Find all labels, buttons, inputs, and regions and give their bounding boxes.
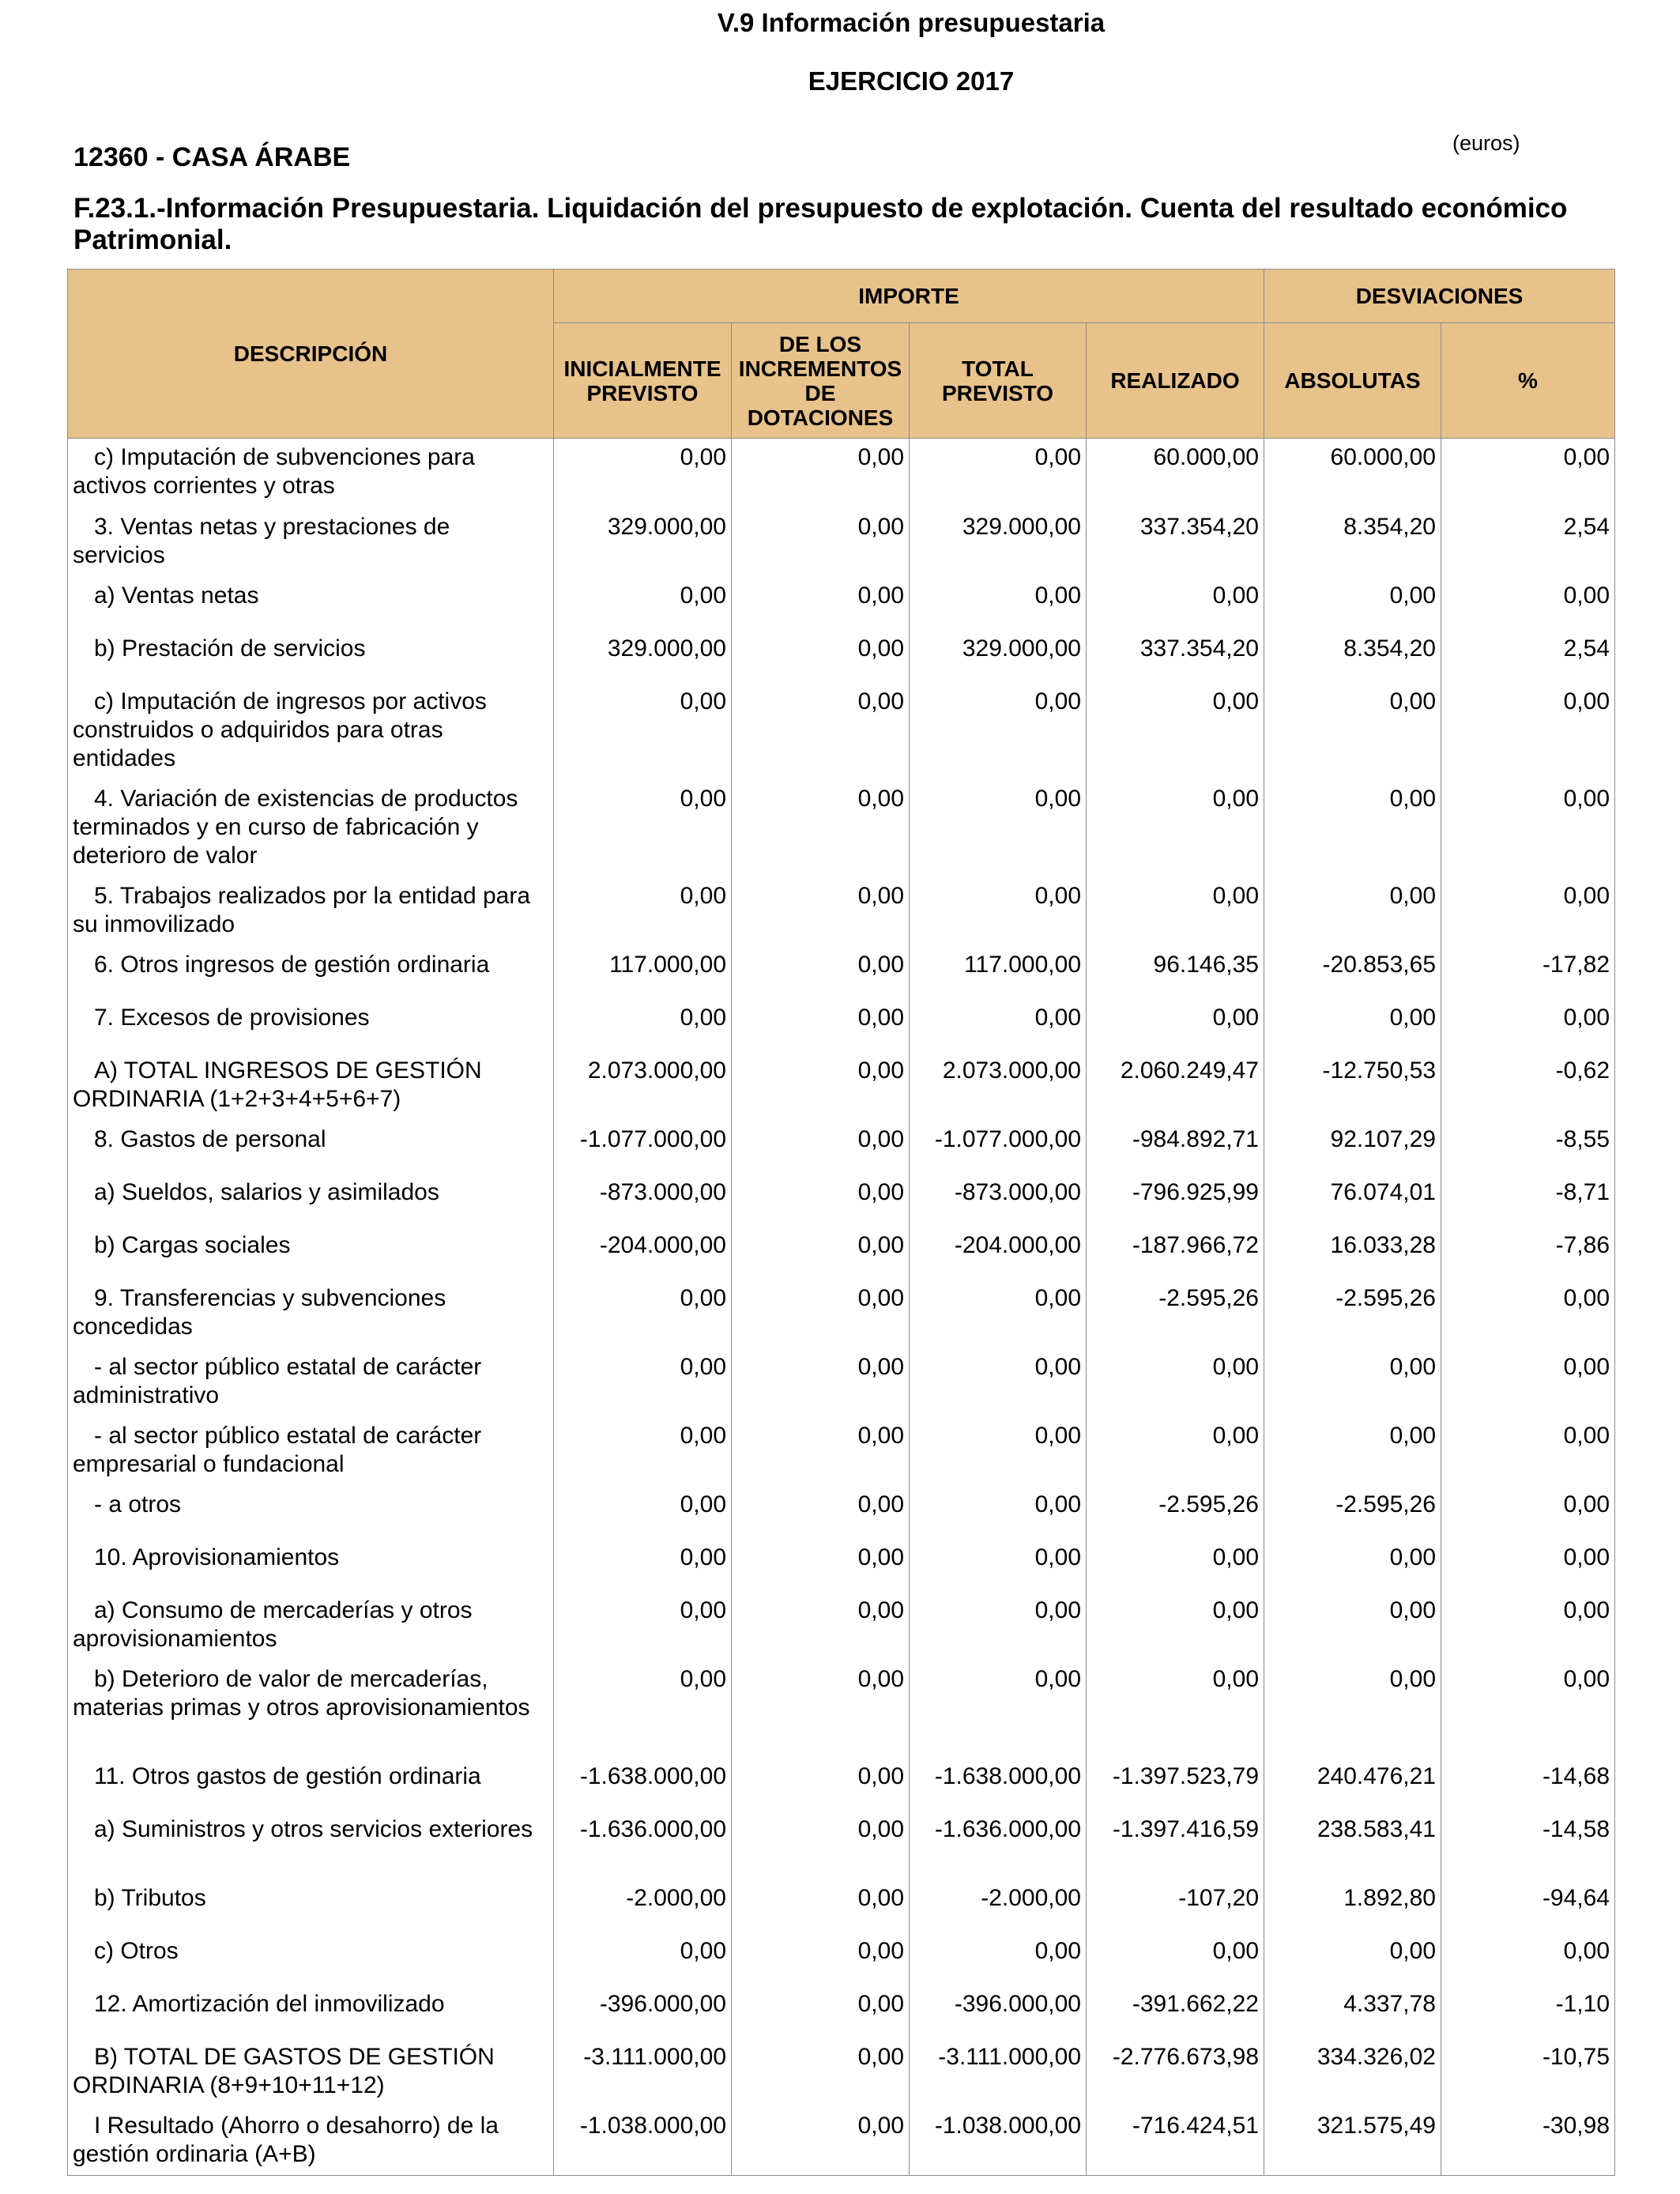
row-label: - al sector público estatal de carácter empresarial o fundacional [73, 1422, 482, 1477]
cell-pct: -14,68 [1441, 1758, 1615, 1811]
table-row [68, 2107, 1615, 2176]
row-label: a) Sueldos, salarios y asimilados [94, 1178, 439, 1205]
cell-absolutas: 240.476,21 [1264, 1758, 1441, 1811]
cell-incrementos: 0,00 [732, 780, 910, 877]
row-label: 5. Trabajos realizados por la entidad para su inmovilizado [73, 882, 531, 937]
cell-incrementos: 0,00 [732, 1417, 910, 1486]
cell-realizado: 0,00 [1087, 1661, 1264, 1758]
row-description [68, 1758, 554, 1811]
cell-pct: 0,00 [1441, 1932, 1615, 1985]
cell-absolutas: 8.354,20 [1264, 508, 1441, 577]
table-row [68, 1227, 1615, 1280]
row-description [68, 2038, 554, 2107]
row-label: a) Ventas netas [94, 582, 259, 609]
row-label: 9. Transferencias y subvenciones concedidas [73, 1284, 446, 1340]
cell-inicialmente-previsto: -1.636.000,00 [554, 1811, 732, 1879]
table-row [68, 946, 1615, 999]
cell-inicialmente-previsto: 0,00 [554, 877, 732, 946]
cell-inicialmente-previsto: -396.000,00 [554, 1985, 732, 2038]
cell-incrementos: 0,00 [732, 1539, 910, 1592]
row-description [68, 577, 554, 630]
row-description [68, 1661, 554, 1758]
fiscal-year: EJERCICIO 2017 [808, 66, 1015, 96]
cell-incrementos: 0,00 [732, 1811, 910, 1879]
cell-total-previsto: 0,00 [910, 1348, 1087, 1417]
table-row [68, 1985, 1615, 2038]
cell-total-previsto: 0,00 [910, 1486, 1087, 1539]
row-description [68, 1592, 554, 1661]
cell-pct: -17,82 [1441, 946, 1615, 999]
row-description [68, 1121, 554, 1174]
cell-realizado: 0,00 [1087, 999, 1264, 1052]
cell-total-previsto: 329.000,00 [910, 508, 1087, 577]
cell-realizado: -391.662,22 [1087, 1985, 1264, 2038]
row-label: b) Prestación de servicios [94, 635, 366, 662]
row-description [68, 1348, 554, 1417]
cell-incrementos: 0,00 [732, 1661, 910, 1758]
table-row [68, 1592, 1615, 1661]
header-absolutas: ABSOLUTAS [1264, 323, 1441, 439]
header-pct: % [1441, 323, 1615, 439]
row-label: b) Cargas sociales [94, 1231, 291, 1258]
cell-incrementos: 0,00 [732, 1052, 910, 1121]
cell-total-previsto: 0,00 [910, 1417, 1087, 1486]
cell-pct: 0,00 [1441, 780, 1615, 877]
row-label: 3. Ventas netas y prestaciones de servicios [73, 513, 450, 568]
cell-total-previsto: -1.038.000,00 [910, 2107, 1087, 2176]
cell-pct: -14,58 [1441, 1811, 1615, 1879]
row-description [68, 1174, 554, 1227]
cell-realizado: 0,00 [1087, 780, 1264, 877]
cell-realizado: -2.595,26 [1087, 1486, 1264, 1539]
cell-pct: -8,55 [1441, 1121, 1615, 1174]
cell-absolutas: -12.750,53 [1264, 1052, 1441, 1121]
cell-absolutas: 0,00 [1264, 683, 1441, 780]
row-description [68, 1227, 554, 1280]
cell-pct: 0,00 [1441, 577, 1615, 630]
cell-inicialmente-previsto: 117.000,00 [554, 946, 732, 999]
row-label: c) Imputación de subvenciones para activos corrientes y otras [73, 444, 475, 499]
cell-total-previsto: -2.000,00 [910, 1879, 1087, 1932]
cell-inicialmente-previsto: 329.000,00 [554, 508, 732, 577]
cell-total-previsto: -204.000,00 [910, 1227, 1087, 1280]
row-label: 10. Aprovisionamientos [94, 1544, 340, 1570]
cell-realizado: 0,00 [1087, 1417, 1264, 1486]
cell-realizado: -1.397.416,59 [1087, 1811, 1264, 1879]
header-inicialmente-previsto: INICIALMENTE PREVISTO [554, 323, 732, 439]
row-label: 7. Excesos de provisiones [94, 1004, 370, 1031]
table-row [68, 1417, 1615, 1486]
cell-pct: 0,00 [1441, 683, 1615, 780]
cell-absolutas: 1.892,80 [1264, 1879, 1441, 1932]
cell-pct: -1,10 [1441, 1985, 1615, 2038]
cell-pct: -94,64 [1441, 1879, 1615, 1932]
entity-name: 12360 - CASA ÁRABE [73, 142, 351, 172]
cell-inicialmente-previsto: -1.038.000,00 [554, 2107, 732, 2176]
cell-total-previsto: 0,00 [910, 683, 1087, 780]
table-row [68, 1661, 1615, 1758]
cell-inicialmente-previsto: 0,00 [554, 683, 732, 780]
table-row [68, 1879, 1615, 1932]
cell-total-previsto: 0,00 [910, 780, 1087, 877]
cell-total-previsto: 0,00 [910, 877, 1087, 946]
cell-incrementos: 0,00 [732, 2107, 910, 2176]
row-description [68, 999, 554, 1052]
cell-incrementos: 0,00 [732, 683, 910, 780]
cell-incrementos: 0,00 [732, 1758, 910, 1811]
cell-inicialmente-previsto: -204.000,00 [554, 1227, 732, 1280]
cell-inicialmente-previsto: 2.073.000,00 [554, 1052, 732, 1121]
cell-realizado: 337.354,20 [1087, 630, 1264, 683]
cell-absolutas: 0,00 [1264, 1932, 1441, 1985]
cell-absolutas: -20.853,65 [1264, 946, 1441, 999]
cell-total-previsto: 0,00 [910, 1539, 1087, 1592]
cell-incrementos: 0,00 [732, 439, 910, 508]
cell-inicialmente-previsto: 0,00 [554, 577, 732, 630]
cell-total-previsto: 329.000,00 [910, 630, 1087, 683]
cell-inicialmente-previsto: 0,00 [554, 999, 732, 1052]
header-descripcion: DESCRIPCIÓN [68, 270, 554, 439]
cell-total-previsto: -396.000,00 [910, 1985, 1087, 2038]
cell-total-previsto: 0,00 [910, 1592, 1087, 1661]
row-description [68, 1280, 554, 1348]
row-label: B) TOTAL DE GASTOS DE GESTIÓN ORDINARIA (8+9+10+11+12) [73, 2043, 495, 2098]
header-total-previsto: TOTAL PREVISTO [910, 323, 1087, 439]
row-description [68, 1417, 554, 1486]
cell-pct: 0,00 [1441, 1280, 1615, 1348]
cell-incrementos: 0,00 [732, 1227, 910, 1280]
row-label: 4. Variación de existencias de productos terminados y en curso de fabricación y deterioro de valor [73, 785, 518, 869]
cell-absolutas: 8.354,20 [1264, 630, 1441, 683]
cell-inicialmente-previsto: 0,00 [554, 780, 732, 877]
row-description [68, 1486, 554, 1539]
cell-realizado: -2.776.673,98 [1087, 2038, 1264, 2107]
cell-inicialmente-previsto: 0,00 [554, 1417, 732, 1486]
cell-incrementos: 0,00 [732, 630, 910, 683]
cell-pct: -30,98 [1441, 2107, 1615, 2176]
cell-incrementos: 0,00 [732, 877, 910, 946]
table-row [68, 780, 1615, 877]
cell-total-previsto: 0,00 [910, 999, 1087, 1052]
cell-inicialmente-previsto: -1.077.000,00 [554, 1121, 732, 1174]
cell-incrementos: 0,00 [732, 999, 910, 1052]
cell-pct: 0,00 [1441, 1539, 1615, 1592]
table-row [68, 1052, 1615, 1121]
cell-total-previsto: 0,00 [910, 1661, 1087, 1758]
row-label: a) Consumo de mercaderías y otros aprovisionamientos [73, 1596, 473, 1652]
row-label: - al sector público estatal de carácter administrativo [73, 1353, 482, 1408]
cell-inicialmente-previsto: 0,00 [554, 1280, 732, 1348]
cell-incrementos: 0,00 [732, 577, 910, 630]
cell-inicialmente-previsto: 0,00 [554, 1592, 732, 1661]
row-description [68, 2107, 554, 2176]
cell-absolutas: 60.000,00 [1264, 439, 1441, 508]
table-row [68, 877, 1615, 946]
cell-pct: 0,00 [1441, 439, 1615, 508]
row-description [68, 630, 554, 683]
table-row [68, 630, 1615, 683]
cell-absolutas: 92.107,29 [1264, 1121, 1441, 1174]
cell-absolutas: 0,00 [1264, 780, 1441, 877]
cell-incrementos: 0,00 [732, 1121, 910, 1174]
row-description [68, 1932, 554, 1985]
cell-realizado: 0,00 [1087, 1932, 1264, 1985]
cell-absolutas: 0,00 [1264, 1539, 1441, 1592]
cell-absolutas: 0,00 [1264, 1592, 1441, 1661]
cell-absolutas: -2.595,26 [1264, 1280, 1441, 1348]
cell-pct: 0,00 [1441, 1486, 1615, 1539]
cell-incrementos: 0,00 [732, 1348, 910, 1417]
cell-realizado: -1.397.523,79 [1087, 1758, 1264, 1811]
cell-incrementos: 0,00 [732, 508, 910, 577]
cell-pct: -10,75 [1441, 2038, 1615, 2107]
cell-incrementos: 0,00 [732, 1174, 910, 1227]
cell-realizado: 96.146,35 [1087, 946, 1264, 999]
table-row [68, 577, 1615, 630]
table-row [68, 1121, 1615, 1174]
cell-incrementos: 0,00 [732, 1879, 910, 1932]
row-description [68, 946, 554, 999]
row-description [68, 877, 554, 946]
row-label: b) Deterioro de valor de mercaderías, materias primas y otros aprovisionamientos [73, 1665, 530, 1721]
cell-absolutas: 76.074,01 [1264, 1174, 1441, 1227]
table-row [68, 1174, 1615, 1227]
cell-pct: 2,54 [1441, 630, 1615, 683]
cell-pct: 0,00 [1441, 1661, 1615, 1758]
cell-realizado: -716.424,51 [1087, 2107, 1264, 2176]
cell-realizado: 0,00 [1087, 1539, 1264, 1592]
cell-pct: 0,00 [1441, 1417, 1615, 1486]
row-description [68, 683, 554, 780]
row-description [68, 780, 554, 877]
cell-absolutas: 334.326,02 [1264, 2038, 1441, 2107]
cell-absolutas: 321.575,49 [1264, 2107, 1441, 2176]
document-title: V.9 Información presupuestaria [717, 8, 1106, 37]
header-importe: IMPORTE [554, 270, 1264, 323]
table-row [68, 1539, 1615, 1592]
cell-realizado: 2.060.249,47 [1087, 1052, 1264, 1121]
row-label: 12. Amortización del inmovilizado [94, 1990, 445, 2017]
cell-incrementos: 0,00 [732, 1486, 910, 1539]
cell-realizado: 0,00 [1087, 683, 1264, 780]
cell-inicialmente-previsto: -873.000,00 [554, 1174, 732, 1227]
table-row [68, 1932, 1615, 1985]
row-description [68, 1539, 554, 1592]
cell-absolutas: 0,00 [1264, 999, 1441, 1052]
cell-inicialmente-previsto: 329.000,00 [554, 630, 732, 683]
row-label: c) Imputación de ingresos por activos construidos o adquiridos para otras entidades [73, 688, 487, 771]
cell-realizado: -984.892,71 [1087, 1121, 1264, 1174]
cell-realizado: 0,00 [1087, 1348, 1264, 1417]
cell-realizado: 0,00 [1087, 877, 1264, 946]
cell-inicialmente-previsto: -2.000,00 [554, 1879, 732, 1932]
row-label: b) Tributos [94, 1884, 206, 1911]
section-title: F.23.1.-Información Presupuestaria. Liquidación del presupuesto de explotación. Cuenta del resultado económico Patrimonial. [73, 193, 1568, 255]
cell-inicialmente-previsto: 0,00 [554, 439, 732, 508]
cell-pct: 0,00 [1441, 1592, 1615, 1661]
header-incrementos: DE LOS INCREMENTOS DE DOTACIONES [732, 323, 910, 439]
cell-absolutas: 0,00 [1264, 1661, 1441, 1758]
cell-total-previsto: 2.073.000,00 [910, 1052, 1087, 1121]
cell-inicialmente-previsto: 0,00 [554, 1539, 732, 1592]
table-row [68, 1758, 1615, 1811]
table-row [68, 683, 1615, 780]
table-row [68, 1486, 1615, 1539]
cell-absolutas: 16.033,28 [1264, 1227, 1441, 1280]
cell-total-previsto: 0,00 [910, 439, 1087, 508]
cell-realizado: 0,00 [1087, 1592, 1264, 1661]
row-label: c) Otros [94, 1937, 179, 1964]
cell-pct: 2,54 [1441, 508, 1615, 577]
cell-pct: 0,00 [1441, 877, 1615, 946]
cell-realizado: 337.354,20 [1087, 508, 1264, 577]
table-row [68, 508, 1615, 577]
cell-absolutas: 4.337,78 [1264, 1985, 1441, 2038]
cell-incrementos: 0,00 [732, 1985, 910, 2038]
header-realizado: REALIZADO [1087, 323, 1264, 439]
cell-incrementos: 0,00 [732, 1280, 910, 1348]
cell-pct: -8,71 [1441, 1174, 1615, 1227]
table-row [68, 1811, 1615, 1879]
row-description [68, 1985, 554, 2038]
cell-absolutas: 0,00 [1264, 877, 1441, 946]
cell-realizado: -2.595,26 [1087, 1280, 1264, 1348]
cell-inicialmente-previsto: 0,00 [554, 1486, 732, 1539]
cell-absolutas: 0,00 [1264, 1417, 1441, 1486]
row-label: A) TOTAL INGRESOS DE GESTIÓN ORDINARIA (1+2+3+4+5+6+7) [73, 1057, 482, 1112]
cell-pct: -7,86 [1441, 1227, 1615, 1280]
cell-total-previsto: -3.111.000,00 [910, 2038, 1087, 2107]
row-description [68, 1052, 554, 1121]
row-label: 8. Gastos de personal [94, 1125, 326, 1152]
table-row [68, 1280, 1615, 1348]
cell-pct: 0,00 [1441, 1348, 1615, 1417]
cell-inicialmente-previsto: -1.638.000,00 [554, 1758, 732, 1811]
row-description [68, 1879, 554, 1932]
cell-inicialmente-previsto: 0,00 [554, 1348, 732, 1417]
row-description [68, 1811, 554, 1879]
row-label: 11. Otros gastos de gestión ordinaria [94, 1762, 481, 1789]
cell-realizado: -107,20 [1087, 1879, 1264, 1932]
row-label: - a otros [94, 1491, 182, 1517]
cell-total-previsto: -1.636.000,00 [910, 1811, 1087, 1879]
cell-inicialmente-previsto: -3.111.000,00 [554, 2038, 732, 2107]
table-row [68, 2038, 1615, 2107]
cell-absolutas: 0,00 [1264, 1348, 1441, 1417]
table-row [68, 999, 1615, 1052]
cell-total-previsto: 0,00 [910, 1280, 1087, 1348]
table-row [68, 439, 1615, 508]
cell-incrementos: 0,00 [732, 2038, 910, 2107]
budget-table [67, 269, 1615, 2176]
cell-realizado: 60.000,00 [1087, 439, 1264, 508]
cell-pct: 0,00 [1441, 999, 1615, 1052]
row-label: 6. Otros ingresos de gestión ordinaria [94, 951, 490, 978]
cell-inicialmente-previsto: 0,00 [554, 1932, 732, 1985]
row-description [68, 439, 554, 508]
table-row [68, 1348, 1615, 1417]
cell-realizado: -796.925,99 [1087, 1174, 1264, 1227]
cell-total-previsto: 0,00 [910, 1932, 1087, 1985]
currency-units: (euros) [1452, 131, 1520, 155]
cell-total-previsto: 117.000,00 [910, 946, 1087, 999]
cell-realizado: -187.966,72 [1087, 1227, 1264, 1280]
cell-absolutas: 238.583,41 [1264, 1811, 1441, 1879]
cell-total-previsto: -873.000,00 [910, 1174, 1087, 1227]
cell-total-previsto: 0,00 [910, 577, 1087, 630]
cell-absolutas: 0,00 [1264, 577, 1441, 630]
row-label: I Resultado (Ahorro o desahorro) de la gestión ordinaria (A+B) [73, 2112, 499, 2167]
cell-total-previsto: -1.638.000,00 [910, 1758, 1087, 1811]
row-label: a) Suministros y otros servicios exteriores [94, 1815, 533, 1842]
cell-absolutas: -2.595,26 [1264, 1486, 1441, 1539]
cell-pct: -0,62 [1441, 1052, 1615, 1121]
cell-incrementos: 0,00 [732, 1932, 910, 1985]
cell-realizado: 0,00 [1087, 577, 1264, 630]
cell-incrementos: 0,00 [732, 1592, 910, 1661]
row-description [68, 508, 554, 577]
cell-incrementos: 0,00 [732, 946, 910, 999]
cell-total-previsto: -1.077.000,00 [910, 1121, 1087, 1174]
header-desviaciones: DESVIACIONES [1264, 270, 1615, 323]
cell-inicialmente-previsto: 0,00 [554, 1661, 732, 1758]
